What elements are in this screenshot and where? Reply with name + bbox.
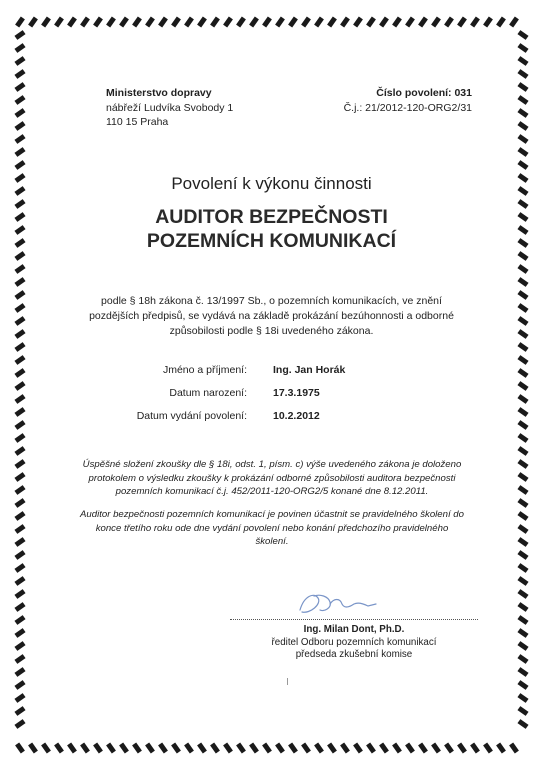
legal-line-2: pozdějších předpisů, se vydává na základě prokázání bezúhonnosti a odborné — [89, 310, 454, 322]
exam-note — [62, 458, 482, 499]
name-label: Jméno a příjmení: — [162, 364, 247, 376]
training-note-line-1: Auditor bezpečnosti pozemních komunikací je povinen účastnit se pravidelného školení do — [80, 509, 464, 520]
issue-date-value: 10.2.2012 — [273, 410, 320, 422]
birth-date-row — [70, 387, 473, 410]
holder-details — [70, 364, 473, 433]
stray-mark — [287, 678, 288, 685]
issue-date-label: Datum vydání povolení: — [136, 410, 247, 422]
handwritten-signature — [230, 586, 478, 620]
permit-block — [344, 86, 472, 115]
legal-line-1: podle § 18h zákona č. 13/1997 Sb., o pozemních komunikacích, ve znění — [101, 295, 442, 307]
legal-line-3: způsobilosti podle § 18i uvedeného zákona. — [169, 325, 374, 337]
permit-number: Číslo povolení: 031 — [376, 87, 472, 99]
signer-role-2: předseda zkušební komise — [295, 649, 413, 660]
document-subtitle: Povolení k výkonu činnosti — [171, 174, 372, 193]
training-note-line-2: konce třetího roku ode dne vydání povolení nebo konání předchozího pravidelného — [95, 522, 449, 534]
exam-note-line-2: protokolem o výsledku zkoušky k prokázání odborné způsobilosti auditora bezpečnosti — [88, 472, 456, 484]
title-line-1: AUDITOR BEZPEČNOSTI — [155, 206, 388, 228]
signer-role-1: ředitel Odboru pozemních komunikací — [271, 636, 437, 648]
name-row — [70, 364, 473, 387]
document-title — [0, 205, 543, 253]
training-note — [62, 508, 482, 549]
issuer-name: Ministerstvo dopravy — [106, 87, 212, 99]
birth-date-label: Datum narození: — [169, 387, 247, 399]
exam-note-line-3: pozemních komunikací č.j. 452/2011-120-ORG2/5 konané dne 8.12.2011. — [115, 486, 429, 497]
issue-date-row — [70, 410, 473, 433]
issuer-city: 110 15 Praha — [106, 116, 169, 128]
title-line-2: POZEMNÍCH KOMUNIKACÍ — [146, 230, 397, 252]
exam-note-line-1: Úspěšné složení zkoušky dle § 18i, odst. 1, písm. c) výše uvedeného zákona je doloženo — [82, 459, 462, 470]
permit-reference: Č.j.: 21/2012-120-ORG2/31 — [343, 101, 472, 114]
birth-date-value: 17.3.1975 — [273, 387, 320, 399]
signature-line — [230, 619, 478, 620]
legal-basis-text — [70, 294, 473, 339]
issuer-street: nábřeží Ludvíka Svobody 1 — [106, 101, 234, 114]
issuer-block — [106, 86, 233, 130]
signer-name: Ing. Milan Dont, Ph.D. — [303, 624, 405, 635]
name-value: Ing. Jan Horák — [273, 364, 346, 376]
signer-block — [230, 624, 478, 662]
training-note-line-3: školení. — [255, 536, 289, 547]
